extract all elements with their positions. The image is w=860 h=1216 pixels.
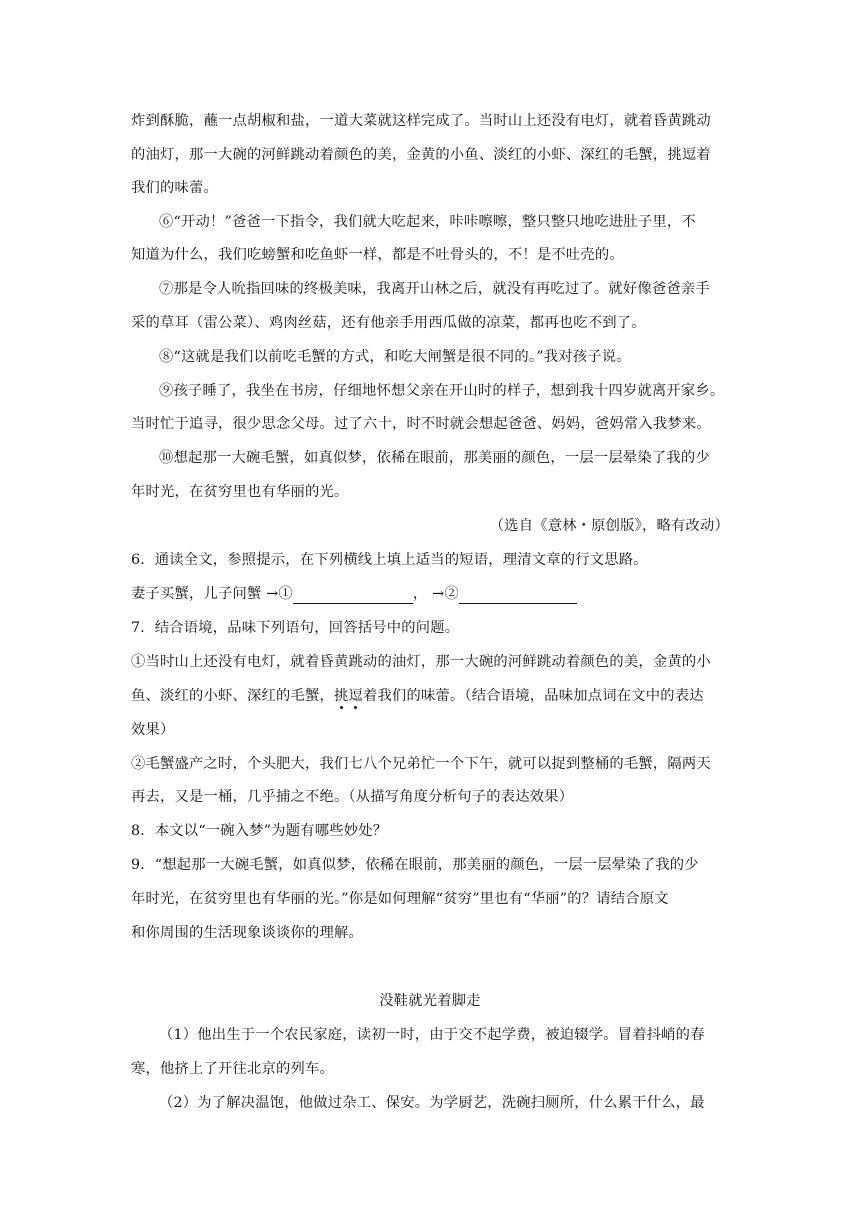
text-segment: 着我们的味蕾。（结合语境，品味加点词在文中的表达 [362, 688, 704, 704]
blank-1-marker: ① [278, 586, 293, 602]
question-6-flow [131, 584, 731, 604]
text-line: 炸到酥脆，蘸一点胡椒和盐，一道大菜就这样完成了。当时山上还没有电灯，就着昏黄跳动 [131, 113, 711, 129]
text-line: 我们的味蕾。 [131, 180, 218, 196]
source-citation: （选自《意林・原创版》，略有改动） [489, 518, 729, 534]
text-line: 年时光，在贫穷里也有华丽的光。 [131, 484, 349, 500]
text-line: 知道为什么，我们吃螃蟹和吃鱼虾一样，都是不吐骨头的，不！是不吐壳的。 [131, 247, 624, 263]
flow-start: 妻子买蟹，儿子问蟹 → [131, 586, 279, 602]
text-line: 效果） [131, 722, 175, 738]
blank-2-marker: ② [444, 586, 459, 602]
text-line: 采的草耳（雷公菜）、鸡肉丝菇，还有他亲手用西瓜做的凉菜，都再也吃不到了。 [131, 315, 646, 331]
article-title: 没鞋就光着脚走 [379, 993, 481, 1009]
paragraph-7: ⑦那是令人吮指回味的终极美味，我离开山林之后，就没有再吃过了。就好像爸爸亲手 [159, 281, 710, 297]
question-6: 6．通读全文，参照提示，在下列横线上填上适当的短语，理清文章的行文思路。 [131, 552, 648, 568]
text-line: 的油灯，那一大碗的河鲜跳动着颜色的美，金黄的小鱼、淡红的小虾、深红的毛蟹，挑逗着 [131, 147, 711, 163]
text-line: 和你周围的生活现象谈谈你的理解。 [131, 925, 363, 941]
question-9: 9．“想起那一大碗毛蟹，如真似梦，依稀在眼前，那美丽的颜色，一层一层晕染了我的少 [131, 857, 699, 873]
text-line: 年时光，在贫穷里也有华丽的光。”你是如何理解“贫穷”里也有“华丽”的？请结合原文 [131, 891, 669, 907]
answer-blank-2[interactable] [459, 587, 577, 604]
paragraph-9: ⑨孩子睡了，我坐在书房，仔细地怀想父亲在开山时的样子，想到我十四岁就离开家乡。 [159, 383, 725, 399]
paragraph-6: ⑥“开动！”爸爸一下指令，我们就大吃起来，咔咔嚓嚓，整只整只地吃进肚子里，不 [159, 214, 696, 230]
text-line: 再去，又是一桶，几乎捕之不绝。（从描写角度分析句子的表达效果） [131, 789, 574, 805]
paragraph-8: ⑧“这就是我们以前吃毛蟹的方式，和吃大闸蟹是很不同的。”我对孩子说。 [159, 349, 631, 365]
dotted-word-char: 挑 [333, 688, 349, 704]
question-7: 7．结合语境，品味下列语句，回答括号中的问题。 [131, 620, 460, 636]
answer-blank-1[interactable] [293, 587, 413, 604]
flow-arrow: ， → [412, 586, 445, 602]
paragraph-1: （1）他出生于一个农民家庭，读初一时，由于交不起学费，被迫辍学。冒着抖峭的春 [159, 1027, 705, 1043]
text-line [131, 686, 731, 706]
dotted-word-char: 逗 [348, 688, 363, 704]
question-7-item-1: ①当时山上还没有电灯，就着昏黄跳动的油灯，那一大碗的河鲜跳动着颜色的美，金黄的小 [131, 654, 711, 670]
text-line: 寒，他挤上了开往北京的列车。 [131, 1061, 334, 1077]
text-segment: 鱼、淡红的小虾、深红的毛蟹， [131, 688, 334, 704]
paragraph-10: ⑩想起那一大碗毛蟹，如真似梦，依稀在眼前，那美丽的颜色，一层一层晕染了我的少 [159, 450, 710, 466]
paragraph-2: （2）为了解决温饱，他做过杂工、保安。为学厨艺，洗碗扫厕所，什么累干什么，最 [159, 1095, 705, 1111]
question-7-item-2: ②毛蟹盛产之时，个头肥大，我们七八个兄弟忙一个下午，就可以捉到整桶的毛蟹，隔两天 [131, 756, 711, 772]
text-line: 当时忙于追寻，很少思念父母。过了六十，时不时就会想起爸爸、妈妈，爸妈常入我梦来。 [131, 416, 711, 432]
question-8: 8．本文以“一碗入梦”为题有哪些妙处？ [131, 823, 388, 839]
